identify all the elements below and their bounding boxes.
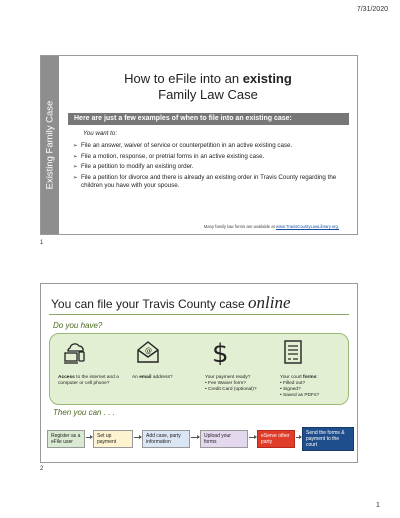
step-upload: Upload your forms: [200, 430, 248, 448]
slide-2-number: 2: [40, 466, 44, 472]
slide-2: [40, 283, 358, 463]
arrow-icon: [249, 437, 256, 438]
side-banner: [41, 56, 59, 234]
list-item: ➢ File an answer, waiver of service or counterpetition in an active existing case.: [73, 142, 345, 151]
slide-2-title: You can file your Travis County case online: [51, 293, 291, 312]
svg-text:$: $: [212, 339, 229, 365]
form-document-icon: [280, 339, 306, 365]
step-eserve: eServe other party: [257, 430, 295, 448]
list-item: • Filled out?: [280, 381, 344, 387]
requirements-box: [49, 333, 349, 405]
do-you-have-heading: Do you have?: [53, 321, 103, 330]
arrow-icon: [296, 437, 301, 438]
dollar-sign-icon: [207, 339, 233, 365]
arrow-icon: [134, 437, 141, 438]
slide-1-title: How to eFile into an existing Family Law Case: [124, 71, 292, 102]
list-item: • Signed?: [280, 387, 344, 393]
step-payment: Set up payment: [93, 430, 133, 448]
examples-banner: Here are just a few examples of when to file into an existing case:: [68, 113, 349, 125]
step-case-info: Add case, party information: [142, 430, 190, 448]
slide-1-footer: Many family law forms are available at www.TravisCountyLawLibrary.org.: [203, 224, 339, 229]
law-library-link[interactable]: www.TravisCountyLawLibrary.org.: [275, 224, 339, 229]
title-divider: [49, 314, 349, 315]
then-you-can-heading: Then you can . . .: [53, 408, 115, 417]
list-item: • Saved as PDFs?: [280, 393, 344, 399]
print-date: 7/31/2020: [356, 6, 388, 13]
requirement-email: An email address?: [132, 375, 173, 380]
step-send-to-court: Send the forms & payment to the court: [302, 427, 354, 451]
email-envelope-icon: [135, 339, 161, 365]
list-item: • Credit Card (optional)?: [205, 387, 275, 393]
arrow-icon: [86, 437, 92, 438]
requirement-payment: Your payment ready? • Fee Waiver form? • Credit Card (optional)?: [205, 375, 275, 393]
svg-text:@: @: [145, 347, 152, 355]
requirement-forms: Your court forms: • Filled out? • Signed? • Saved as PDFs?: [280, 375, 344, 399]
slide-1: [40, 55, 358, 235]
page-number: 1: [376, 502, 380, 509]
cloud-computer-phone-icon: [62, 339, 88, 365]
side-label: Existing Family Case: [44, 100, 56, 190]
arrow-icon: [191, 437, 199, 438]
requirement-internet: Access to the internet and a computer or cell phone?: [58, 375, 119, 386]
slide-1-number: 1: [40, 240, 44, 246]
want-to-label: You want to:: [83, 130, 118, 137]
list-item: ➢ File a petition for divorce and there is already an existing order in Travis County regarding the children you have with your spouse.: [73, 174, 345, 191]
list-item: ➢ File a petition to modify an existing order.: [73, 163, 345, 172]
step-register: Register as a eFile user: [47, 430, 85, 448]
list-item: • Fee Waiver form?: [205, 381, 275, 387]
examples-list: [73, 142, 345, 193]
list-item: ➢ File a motion, response, or pretrial forms in an active existing case.: [73, 153, 345, 162]
